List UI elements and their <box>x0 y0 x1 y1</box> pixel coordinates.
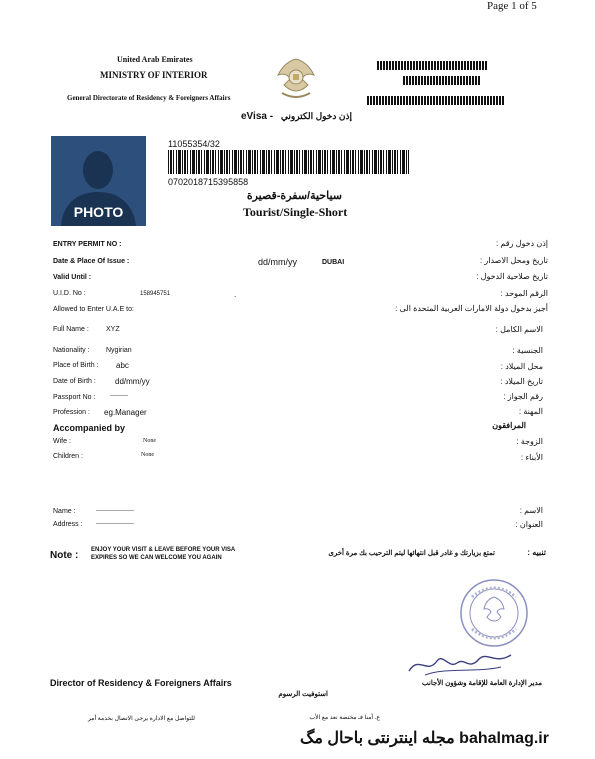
nationality-value: Nygirian <box>106 347 132 354</box>
barcode <box>168 150 409 174</box>
address-label-ar: العنوان : <box>515 520 543 529</box>
evisa-title-ar: إذن دخول الكتروني <box>280 111 352 121</box>
entry-permit-label-ar: إذن دخول رقم : <box>495 239 548 248</box>
visa-type-en: Tourist/Single-Short <box>243 205 348 219</box>
allowed-label-ar: أجيز بدخول دولة الامارات العربية المتحدة الى : <box>395 304 548 313</box>
nationality-label-ar: الجنسية : <box>512 346 543 355</box>
director-title-ar: مدير الإدارة العامة للإقامة وشؤون الأجانب <box>422 680 542 687</box>
full-name-value: XYZ <box>106 326 120 333</box>
full-name-label: Full Name : <box>53 326 89 333</box>
uid-label-ar: الرقم الموحد : <box>500 289 548 298</box>
accompanied-label-ar: المرافقون <box>492 421 526 430</box>
uae-emblem-icon <box>270 55 322 105</box>
wife-value: None <box>143 438 156 444</box>
valid-until-label: Valid Until : <box>53 274 92 281</box>
photo-label: PHOTO <box>73 204 124 220</box>
wife-label: Wife : <box>53 438 71 445</box>
header-ministry: MINISTRY OF INTERIOR <box>100 70 208 80</box>
note-label: Note : <box>50 550 79 561</box>
wife-label-ar: الزوجة : <box>516 437 543 446</box>
evisa-title-en: eVisa - <box>241 111 274 122</box>
dob-label: Date of Birth : <box>53 378 96 385</box>
fees-collected-ar: استوفيت الرسوم <box>278 691 328 698</box>
address-label: Address : <box>53 521 83 528</box>
date-place-issue-city: DUBAI <box>322 259 345 266</box>
footer-left-ar: للتواصل مع الادارة يرجى الاتصال بخدمة أمر <box>87 716 195 722</box>
header-country: United Arab Emirates <box>117 55 193 64</box>
page-label: Page 1 of 5 <box>487 0 537 12</box>
redacted-header-line-3 <box>367 92 505 110</box>
redacted-header-line-2 <box>403 72 481 90</box>
applicant-photo <box>51 136 146 226</box>
name-label-ar: الاسم : <box>519 506 543 515</box>
note-label-ar: تنبيه : <box>527 548 546 557</box>
uid-label: U.I.D. No : <box>53 290 86 297</box>
pob-label-ar: محل الميلاد : <box>500 362 543 371</box>
official-stamp-icon <box>458 577 530 649</box>
passport-value: --------- <box>110 393 128 399</box>
director-title-en: Director of Residency & Foreigners Affairs <box>50 678 232 688</box>
note-text-ar: تمتع بزيارتك و غادر قبل انتهائها ليتم الترحيب بك مرة أخرى <box>328 550 495 557</box>
children-value: None <box>141 452 154 458</box>
address-value: ------------------- <box>96 521 134 527</box>
header-directorate: General Directorate of Residency & Foreigners Affairs <box>67 94 231 102</box>
profession-label-ar: المهنة : <box>518 407 543 416</box>
children-label-ar: الأبناء : <box>520 453 543 462</box>
note-text-2: EXPIRES SO WE CAN WELCOME YOU AGAIN <box>91 555 222 561</box>
accompanied-label: Accompanied by <box>53 423 126 433</box>
permit-number: 11055354/32 <box>168 139 220 149</box>
pob-value: abc <box>116 361 129 370</box>
profession-value: eg.Manager <box>104 408 147 417</box>
nationality-label: Nationality : <box>53 347 90 354</box>
note-text-1: ENJOY YOUR VISIT & LEAVE BEFORE YOUR VISA <box>91 547 236 553</box>
date-place-issue-date: dd/mm/yy <box>258 257 298 267</box>
visa-type-ar: سياحية/سفرة-قصيرة <box>246 190 342 202</box>
allowed-label: Allowed to Enter U.A.E to: <box>53 306 134 313</box>
children-label: Children : <box>53 453 83 460</box>
uid-dot: . <box>234 290 237 299</box>
valid-until-label-ar: تاريخ صلاحية الدخول : <box>476 272 548 281</box>
profession-label: Profession : <box>53 409 90 416</box>
name-value: ------------------- <box>96 508 134 514</box>
dob-value: dd/mm/yy <box>115 377 150 386</box>
full-name-label-ar: الاسم الكامل : <box>495 325 543 334</box>
name-label: Name : <box>53 508 76 515</box>
passport-label: Passport No : <box>53 394 96 401</box>
signature-icon <box>405 645 515 681</box>
watermark: مجله اینترنتی باحال مگ bahalmag.ir <box>300 730 549 747</box>
dob-label-ar: تاريخ الميلاد : <box>500 377 543 386</box>
pob-label: Place of Birth : <box>53 362 99 369</box>
entry-permit-label: ENTRY PERMIT NO : <box>53 241 122 248</box>
date-place-issue-label: Date & Place Of Issue : <box>53 258 130 265</box>
footer-right-ar: ع. أمنا فـ مختصة نعد مع الأب <box>309 715 380 721</box>
passport-label-ar: رقم الجواز : <box>503 392 543 401</box>
uid-value: 158945751 <box>140 291 171 297</box>
date-place-issue-label-ar: تاريخ ومحل الاصدار : <box>479 256 548 265</box>
barcode-number: 0702018715395858 <box>168 177 249 187</box>
